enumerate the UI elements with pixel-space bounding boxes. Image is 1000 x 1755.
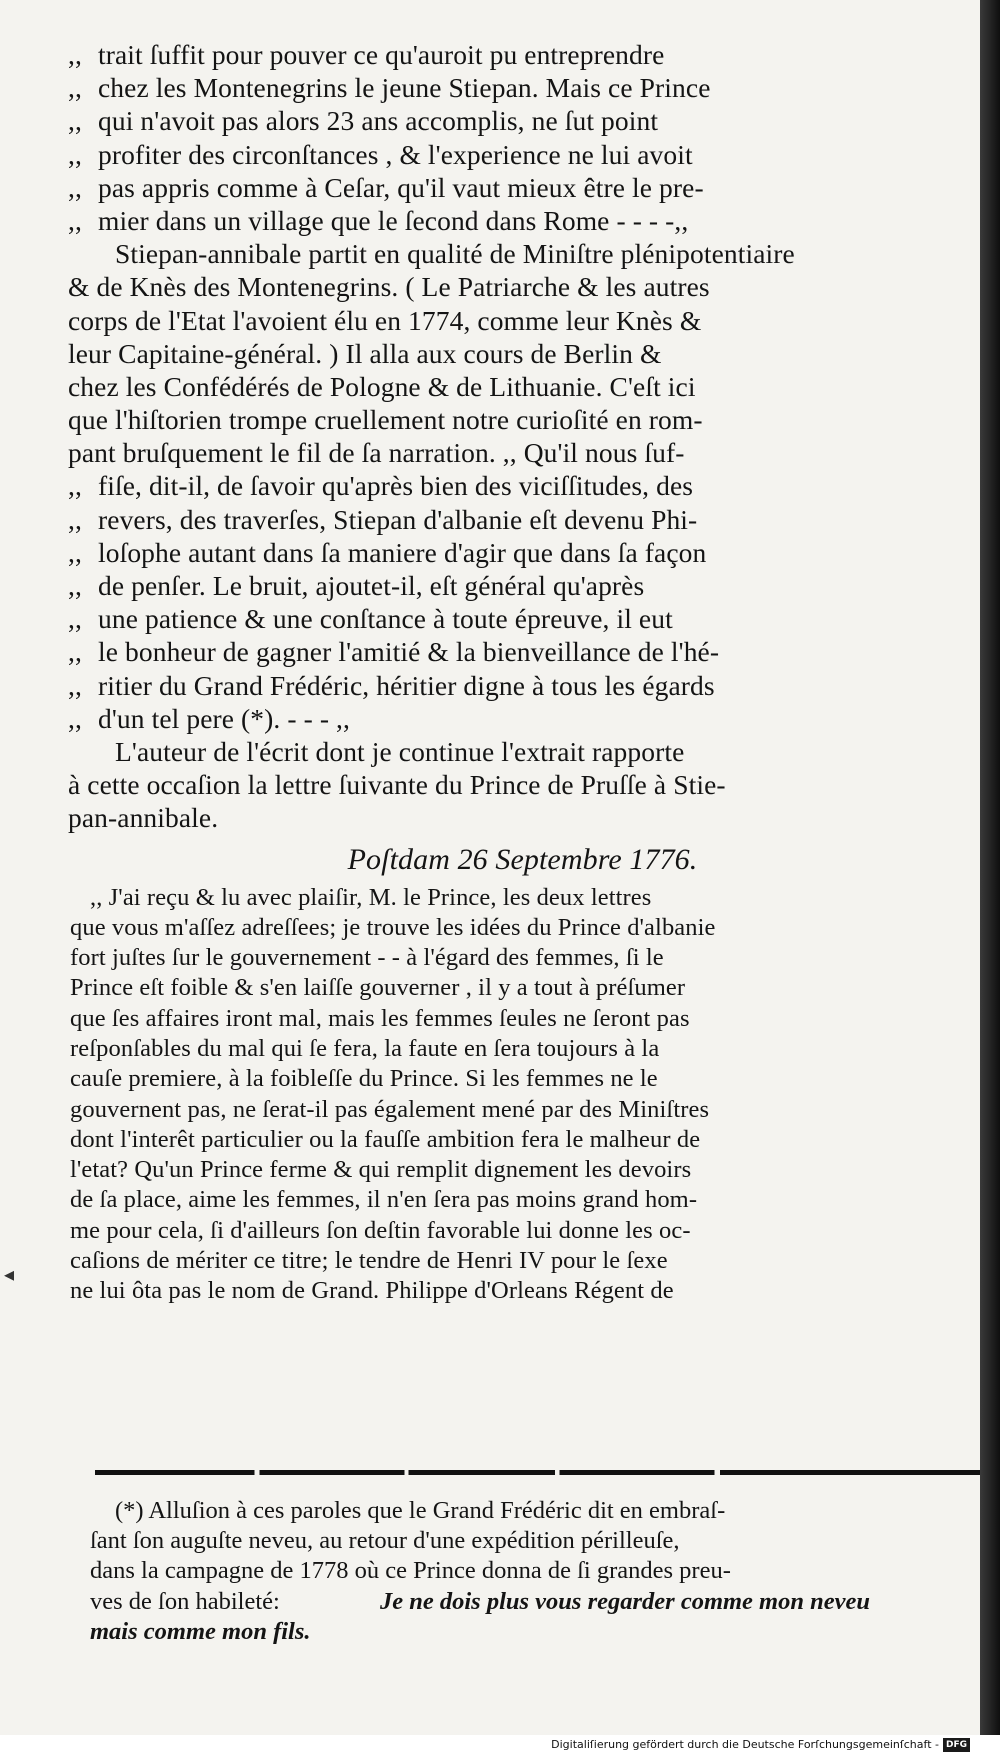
body-line-text: qui n'avoit pas alors 23 ans accomplis, ne ſut point — [98, 105, 659, 137]
body-line-text: chez les Montenegrins le jeune Stiepan. Mais ce Prince — [98, 72, 711, 104]
footnote-quote-part1: Je ne dois plus vous regarder comme mon neveu — [380, 1587, 870, 1615]
body-line — [70, 801, 975, 834]
margin-mark: ◂ — [4, 1264, 15, 1286]
body-line — [70, 669, 975, 702]
quote-mark: ,, — [68, 138, 82, 170]
letter-line: me pour cela, ſi d'ailleurs ſon deſtin favorable lui donne les oc- — [70, 1216, 691, 1244]
body-line-text: L'auteur de l'écrit dont je continue l'extrait rapporte — [115, 735, 685, 767]
letter-line: gouvernent pas, ne ſerat-il pas également mené par des Miniſtres — [70, 1095, 710, 1123]
body-line-text: une patience & une conſtance à toute épreuve, il eut — [98, 603, 673, 635]
letter-text — [70, 883, 975, 1307]
body-line — [70, 204, 975, 237]
body-line — [70, 171, 975, 204]
body-line-text: revers, des traverſes, Stiepan d'albanie eſt devenu Phi- — [98, 503, 698, 535]
quote-mark: ,, — [68, 39, 82, 70]
body-line-text: Stiepan-annibale partit en qualité de Miniſtre plénipotentiaire — [115, 238, 795, 270]
body-line-text: d'un tel pere (*). - - - ,, — [98, 702, 350, 734]
letter-line: de ſa place, aime les femmes, il n'en ſera pas moins grand hom- — [70, 1186, 698, 1214]
quote-mark: ,, — [68, 536, 82, 568]
quote-mark: ,, — [68, 636, 82, 668]
body-line — [70, 337, 975, 370]
quote-mark: ,, — [68, 72, 82, 104]
body-line-text: que l'hiſtorien trompe cruellement notre curioſité en rom- — [68, 404, 703, 436]
body-line-text: loſophe autant dans ſa maniere d'agir que dans ſa façon — [98, 536, 707, 568]
body-line — [70, 71, 975, 104]
body-line-text: trait ſuffit pour pouver ce qu'auroit pu entreprendre — [98, 39, 665, 70]
quote-mark: ,, — [68, 669, 82, 701]
body-line-text: pant bruſquement le fil de ſa narration. ,, Qu'il nous ſuf- — [68, 437, 685, 469]
quote-mark: ,, — [68, 470, 82, 502]
footnote-quote-part2: mais comme mon fils. — [90, 1617, 311, 1645]
letter-line: reſponſables du mal qui ſe fera, la faute en ſera toujours à la — [70, 1034, 660, 1062]
footnote-rule — [95, 1470, 980, 1475]
footnote-line: ſant ſon auguſte neveu, au retour d'une expédition périlleuſe, — [90, 1527, 680, 1555]
body-line — [70, 138, 975, 171]
body-text — [70, 38, 975, 1307]
body-line-text: pan-annibale. — [68, 802, 219, 834]
quote-mark: ,, — [68, 603, 82, 635]
quote-mark: ,, — [68, 105, 82, 137]
quote-mark: ,, — [68, 503, 82, 535]
letter-line: que ſes affaires iront mal, mais les femmes ſeules ne ſeront pas — [70, 1004, 690, 1032]
letter-line: ,, J'ai reçu & lu avec plaiſir, M. le Prince, les deux lettres — [90, 883, 652, 911]
body-line-text: pas appris comme à Ceſar, qu'il vaut mieux être le pre- — [98, 171, 704, 203]
footnote-line: ves de ſon habileté: — [90, 1587, 280, 1615]
letter-line: ne lui ôta pas le nom de Grand. Philippe d'Orleans Régent de — [70, 1277, 674, 1305]
letter-line: que vous m'aſſez adreſſees; je trouve les idées du Prince d'albanie — [70, 913, 716, 941]
body-line — [70, 503, 975, 536]
body-line — [70, 436, 975, 469]
body-line — [70, 304, 975, 337]
footnote-line: (*) Alluſion à ces paroles que le Grand Frédéric dit en embraſ- — [115, 1497, 726, 1524]
letter-dateline: Poſtdam 26 Septembre 1776. — [347, 842, 698, 876]
body-line-text: leur Capitaine-général. ) Il alla aux cours de Berlin & — [68, 337, 662, 369]
footnote-line: dans la campagne de 1778 où ce Prince donna de ſi grandes preu- — [90, 1557, 731, 1585]
body-line — [70, 602, 975, 635]
quote-mark: ,, — [68, 570, 82, 601]
footnote — [90, 1496, 980, 1647]
letter-line: Prince eſt foible & s'en laiſſe gouverner , il y a tout à préſumer — [70, 974, 686, 1002]
letter-line: fort juſtes ſur le gouvernement - - à l'égard des femmes, ſi le — [70, 944, 664, 972]
letter-line: dont l'interêt particulier ou la fauſſe ambition fera le malheur de — [70, 1125, 701, 1153]
body-line — [70, 536, 975, 569]
body-line-text: de penſer. Le bruit, ajoutet-il, eſt général qu'après — [98, 570, 645, 601]
body-line — [70, 370, 975, 403]
body-line — [70, 768, 975, 801]
quote-mark: ,, — [68, 204, 82, 236]
body-line — [70, 270, 975, 303]
page-edge-shadow — [980, 0, 1000, 1735]
body-line-text: le bonheur de gagner l'amitié & la bienveillance de l'hé- — [98, 636, 720, 668]
body-line-text: corps de l'Etat l'avoient élu en 1774, comme leur Knès & — [68, 304, 702, 336]
digitization-credit — [551, 1735, 970, 1755]
body-line-text: mier dans un village que le ſecond dans Rome - - - -,, — [98, 204, 689, 236]
body-line — [70, 469, 975, 502]
body-line — [70, 237, 975, 270]
quote-mark: ,, — [68, 702, 82, 734]
letter-line: caſions de mériter ce titre; le tendre de Henri IV pour le ſexe — [70, 1247, 668, 1275]
body-line — [70, 403, 975, 436]
body-line-text: ritier du Grand Frédéric, héritier digne à tous les égards — [98, 669, 715, 701]
body-line — [70, 702, 975, 735]
body-line-text: chez les Confédérés de Pologne & de Lithuanie. C'eſt ici — [68, 370, 696, 402]
body-line — [70, 735, 975, 768]
letter-line: cauſe premiere, à la foibleſſe du Prince. Si les femmes ne le — [70, 1065, 658, 1093]
footnote-quote-line-2 — [90, 1617, 980, 1647]
letter-line: l'etat? Qu'un Prince ferme & qui remplit dignement les devoirs — [70, 1156, 692, 1184]
quote-mark: ,, — [68, 171, 82, 203]
body-line-text: fiſe, dit-il, de ſavoir qu'après bien des viciſſitudes, des — [98, 470, 694, 502]
body-line — [70, 38, 975, 71]
body-line-text: profiter des circonſtances , & l'experience ne lui avoit — [98, 138, 693, 170]
credit-text: Digitaliſierung gefördert durch die Deutsche Forſchungsgemeinſchaft - — [551, 1738, 939, 1751]
body-line — [70, 104, 975, 137]
body-line-text: & de Knès des Montenegrins. ( Le Patriarche & les autres — [68, 271, 710, 303]
body-line — [70, 569, 975, 602]
body-line-text: à cette occaſion la lettre ſuivante du Prince de Pruſſe à Stie- — [68, 769, 726, 801]
dfg-logo: DFG — [943, 1738, 970, 1752]
body-line — [70, 635, 975, 668]
